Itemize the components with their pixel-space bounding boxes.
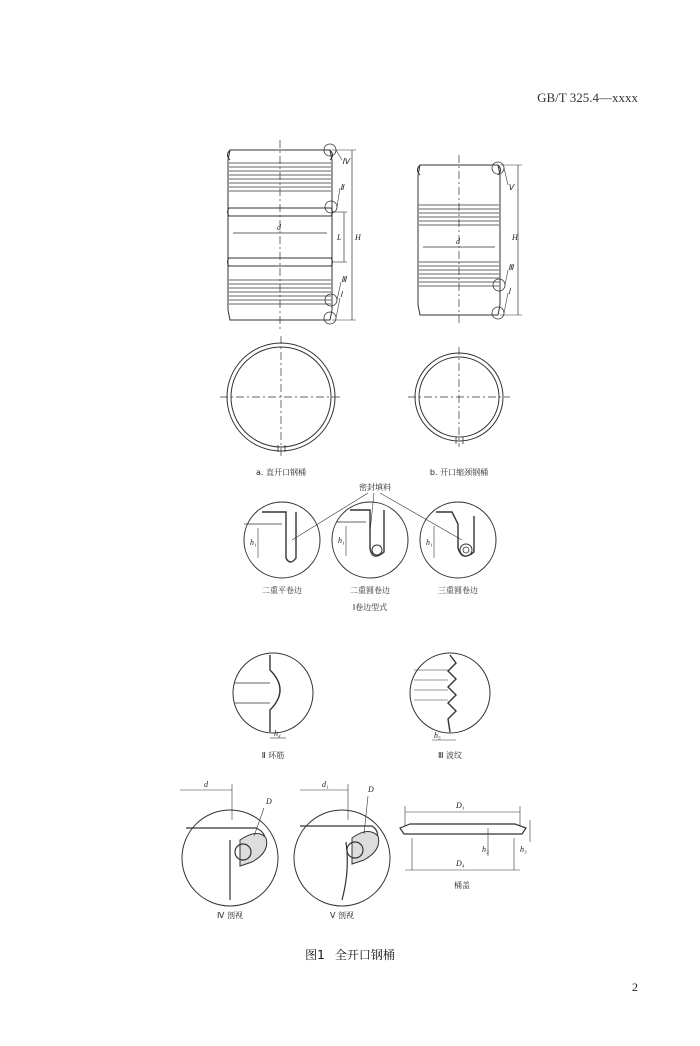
- seam-double-round: [332, 502, 408, 578]
- corrugation-detail: [410, 653, 490, 740]
- seam-3-caption: 三重圆卷边: [438, 586, 478, 595]
- drum-a-dim-d: d: [277, 223, 281, 232]
- seam-double-flat: [244, 502, 320, 578]
- lid-caption: 桶盖: [454, 881, 470, 890]
- section-v-dim-D: D: [368, 785, 374, 794]
- figure-number: 图1: [305, 948, 325, 962]
- seam-1-caption: 二重平卷边: [262, 586, 302, 595]
- lid-dim-h2: h₂: [482, 845, 489, 854]
- lid-dim-h3: h₃: [520, 845, 527, 854]
- section-iv-dim-D: D: [266, 797, 272, 806]
- rolling-hoop-caption: Ⅱ 环筋: [261, 751, 285, 760]
- section-iv-detail: [180, 780, 278, 906]
- seam-triple-round: [420, 502, 496, 578]
- standard-code: GB/T 325.4—xxxx: [537, 90, 638, 105]
- drum-b-caption: b. 开口缩颈钢桶: [429, 468, 489, 477]
- drum-a-elevation: [228, 140, 363, 330]
- figure-caption: [0, 946, 700, 963]
- seam-1-dim: h₁: [250, 538, 257, 547]
- drum-a-caption: a. 直开口钢桶: [256, 468, 306, 477]
- rolling-hoop-detail: [233, 653, 313, 738]
- corrugation-caption: Ⅲ 波纹: [437, 751, 463, 760]
- drum-b-plan: [408, 347, 510, 447]
- drum-a-mark-i: Ⅰ: [340, 290, 343, 299]
- drum-b-dim-H: H: [512, 233, 518, 242]
- drum-a-dim-L: L: [337, 233, 342, 242]
- corrugation-dim: h₅: [434, 731, 441, 740]
- drum-b-mark-i: Ⅰ: [508, 287, 511, 296]
- drum-a-mark-ii: Ⅱ: [340, 183, 344, 192]
- lid-drawing: [400, 801, 530, 870]
- drum-a-dim-H: H: [355, 233, 361, 242]
- figure-title: 全开口钢桶: [334, 948, 395, 962]
- drum-a-plan: [220, 336, 342, 458]
- lid-dim-D1: D₁: [456, 801, 465, 810]
- page-number: 2: [632, 980, 638, 994]
- lid-dim-D4: D₄: [456, 859, 465, 868]
- section-v-caption: Ⅴ 剖视: [329, 911, 355, 920]
- drum-b-mark-iii: Ⅲ: [508, 263, 514, 272]
- seam-2-dim: h₁: [338, 536, 345, 545]
- section-v-dim-d: d₁: [322, 780, 329, 789]
- sealant-label: 密封填料: [359, 483, 391, 492]
- drum-b-elevation: [418, 155, 523, 325]
- drum-a-mark-iii: Ⅲ: [341, 275, 347, 284]
- section-v-detail: [294, 780, 390, 906]
- drum-b-dim-d: d: [456, 237, 460, 246]
- seam-group-caption: Ⅰ卷边型式: [352, 603, 388, 612]
- drum-b-mark-v: Ⅴ: [508, 183, 514, 192]
- section-iv-dim-d: d: [204, 780, 208, 789]
- drum-a-mark-iv: Ⅳ: [342, 157, 350, 166]
- seam-3-dim: h₁: [426, 538, 433, 547]
- rolling-hoop-dim: h₄: [274, 729, 281, 738]
- section-iv-caption: Ⅳ 剖视: [217, 911, 243, 920]
- seam-2-caption: 二重圆卷边: [350, 586, 390, 595]
